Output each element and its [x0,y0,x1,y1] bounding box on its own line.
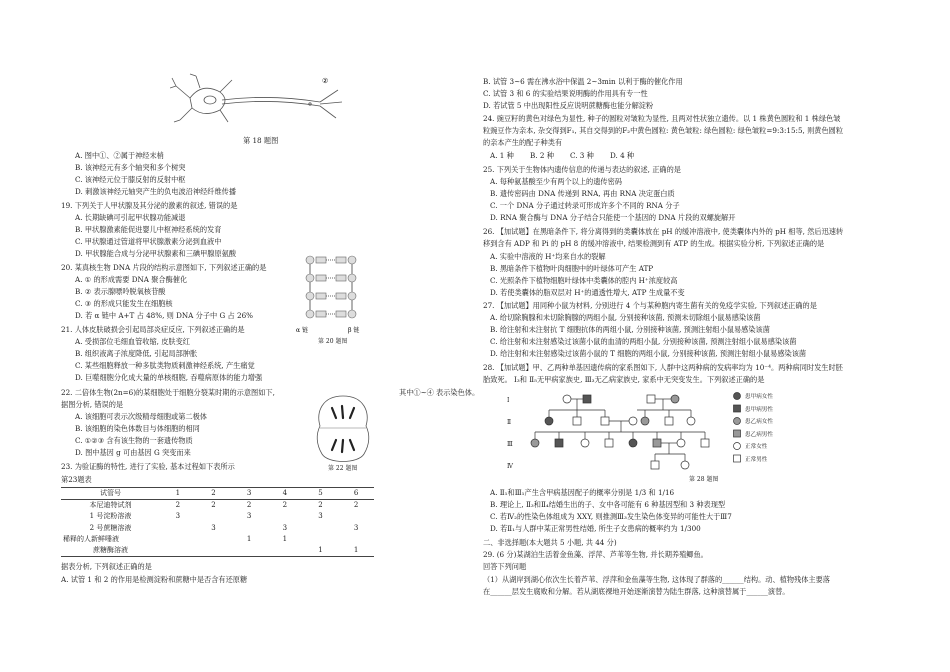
table-row [61,534,374,545]
q21-d: D. 巨噬细胞分化成大量的单核细胞, 吞噬病原体的能力增强 [75,373,263,382]
q23-cell [267,545,303,557]
q25-stem: 25. 下列关于生物体内遗传信息的传递与表达的叙述, 正确的是 [483,165,681,174]
q27-c: C. 给注射和未注射感染过该菌小鼠的血清的两组小鼠, 分别接种该菌, 预测注射组小鼠易感染该菌 [490,337,797,346]
q27-a: A. 给切除胸腺和未切除胸腺的两组小鼠, 分别接种该菌, 预测未切除组小鼠易感染该菌 [490,313,761,322]
q23-row-label: 稀释的人新鲜唾液 [63,534,119,543]
q29-sub: 回答下列问题 [483,562,527,571]
q23-row-label: 2 号蔗糖溶液 [89,523,132,532]
q23-cell [231,545,267,557]
q28-d: D. 若Ⅱ₁与人群中某正常男性结婚, 所生子女患病的概率约为 1/300 [490,524,701,533]
q23-cell: 3 [211,523,216,532]
legend-1: 患甲病女性 [745,394,773,400]
q24-opt-d: D. 4 种 [610,151,635,160]
q23-cell [338,511,374,522]
q20-d: D. 若 α 链中 A+T 占 48%, 则 DNA 分子中 G 占 26% [75,311,253,320]
q27-d: D. 给注射和未注射感染过该菌小鼠的 T 细胞的两组小鼠, 分别接种该菌, 预测注射组小鼠易感染该菌 [490,349,807,358]
table-row [61,511,374,522]
q23-cell: 1 [246,534,252,543]
q23-cell [196,511,232,522]
q23-cell: 2 [175,501,181,510]
q23-cell: 2 [211,501,216,510]
q23-header-cell: 5 [303,488,339,500]
q22-a: A. 该细胞可表示次级精母细胞或第二极体 [75,412,207,421]
q23-cell: 1 [303,545,339,557]
q23-cell [231,523,267,534]
q24-line2: 粒豌豆作为亲本, 杂交得到F₁, 其自交得到的F₂中黄色圆粒: 黄色皱粒: 绿色圆粒: 绿色皱粒=9:3:15:5, 则黄色圆粒 [483,126,844,135]
q23-cell: 2 [246,501,252,510]
q21-b: B. 组织液离子浓度降低, 引起局部肿胀 [75,349,198,358]
q22-c: C. ①②③ 含有该生物的一套遗传物质 [75,436,193,445]
q23-intro: 23. 为验证酶的特性, 进行了实验, 基本过程如下表所示 [61,462,235,471]
q19-stem: 19. 下列关于人甲状腺及其分泌的激素的叙述, 错误的是 [61,201,238,210]
q23-cell: 2 [353,501,359,510]
gen-label-2: Ⅱ [507,419,512,426]
legend-5: 正常女性 [745,444,768,450]
q23-header-cell: 2 [196,488,232,500]
table-row [61,523,374,534]
fig22-caption: 第 22 题图 [328,465,358,472]
q28-b: B. 理论上, Ⅱ₃和Ⅱ₄结婚生出的子、女中各可能有 6 种基因型和 3 种表现型 [490,500,726,509]
q23-a: A. 试管 1 和 2 的作用是检测淀粉和蔗糖中是否含有还原糖 [61,575,248,584]
cell-division-figure [312,394,374,466]
q19-c: C. 甲状腺通过管道将甲状腺激素分泌到血液中 [75,237,222,246]
q23-cell: 3 [175,512,181,521]
q26-line1: 26. 【加试题】在黑暗条件下, 将分离得到的类囊体放在 pH 的缓冲溶液中, 使类囊体内外的 pH 相等, 然后迅速转 [483,227,844,236]
q25-d: D. RNA 聚合酶与 DNA 分子结合只能使一个基因的 DNA 片段的双螺旋解开 [490,213,736,222]
gen-label-1: Ⅰ [507,397,510,404]
q24-opt-b: B. 2 种 [530,151,554,160]
q23-cell: 2 [318,501,323,510]
q23-row-label: 1 号淀粉溶液 [89,512,132,521]
q29-head: 29. (6 分)某湖泊生活着金鱼藻、浮萍、芦苇等生物, 并长期养殖鲫鱼。 [483,550,708,559]
q23-row-label: 蔗糖酶溶液 [61,545,160,557]
q23-cell [338,534,374,545]
q24-line3: 的亲本产生的配子种类有 [483,138,563,147]
legend-6: 正常男性 [745,457,768,463]
q23-cell: 1 [338,545,374,557]
table-row [61,545,374,557]
q22-b: B. 该细胞的染色体数目与体细胞的相同 [75,424,200,433]
fig20-beta: β 链 [348,327,360,334]
q23-table [61,487,374,557]
q28-line1: 28. 【加试题】甲、乙两种单基因遗传病的家系图如下, 人群中这两种病的发病率均为 10⁻⁴。两种病同时发生时胚 [483,363,843,372]
q19-b: B. 甲状腺激素能促进婴儿中枢神经系统的发育 [75,225,222,234]
table-row [61,500,374,512]
dna-figure [296,250,366,336]
q23-cell: 1 [282,534,288,543]
part2-title: 二、非选择题(本大题共 5 小题, 共 44 分) [483,538,617,547]
q25-c: C. 一个 DNA 分子通过转录可形成许多个不同的 RNA 分子 [490,201,680,210]
pedigree-figure [505,388,805,480]
q23-header-cell: 6 [338,488,374,500]
q23-cell [160,545,196,557]
q28-line2: 胎致死。 Ⅰ₃和 Ⅱ₅无甲病家族史, Ⅲ₃无乙病家族史, 家系中无突变发生。下列叙述正确的是 [483,375,765,384]
pedigree-caption: 第 28 题图 [689,476,719,483]
q23-cell: 3 [246,512,252,521]
q23-cell: 3 [353,523,359,532]
q27-b: B. 给注射和未注射抗 T 细胞抗体的两组小鼠, 分别接种该菌, 预测注射组小鼠易感染该菌 [490,325,770,334]
q26-line2: 移到含有 ADP 和 Pi 的 pH 8 的缓冲溶液中, 结果检测到有 ATP 的生成。根据实验分析, 下列叙述正确的是 [483,239,825,248]
q29-line1: （1）从湖岸到湖心依次生长着芦苇、浮萍和金鱼藻等生物, 这体现了群落的______结构。动、植物残体主要落 [483,575,830,584]
q18-d: D. 刺激该神经元轴突产生的负电波沿神经纤维传播 [75,187,237,196]
q27-stem: 27. 【加试题】用同种小鼠为材料, 分别进行 4 个与某种胞内寄生菌有关的免疫学实验, 下列叙述正确的是 [483,301,817,310]
q23-cell [160,523,196,534]
q23-header-cell: 试管号 [61,488,160,500]
gen-label-4: Ⅳ [507,463,513,470]
q18-a: A. 图中①、②属于神经末梢 [75,151,164,160]
q21-a: A. 受损部位毛细血管收缩, 皮肤变红 [75,337,190,346]
q21-c: C. 某些细胞释放一种多肽类物质刺激神经系统, 产生痛觉 [75,361,255,370]
fig20-alpha: α 链 [296,327,308,334]
q26-a: A. 实验中溶液的 H⁺均来自水的裂解 [490,252,606,261]
q24-opt-c: C. 3 种 [570,151,594,160]
q23-table-title: 第23题表 [61,475,92,484]
fig18-label: ② [322,77,329,85]
q23-cell: 3 [282,523,288,532]
q19-a: A. 长期缺碘可引起甲状腺功能减退 [75,213,186,222]
legend-2: 患甲病男性 [745,407,773,413]
q23-cell [160,534,196,545]
q20-c: C. ③ 的形成只能发生在细胞核 [75,299,173,308]
q23-cell [303,534,339,545]
q23-cell [267,511,303,522]
q28-a: A. Ⅱ₁和Ⅲ₁产生含甲病基因配子的概率分别是 1/3 和 1/16 [490,488,675,497]
gen-label-3: Ⅲ [507,441,513,448]
legend-4: 患乙病男性 [745,432,773,438]
q26-b: B. 黑暗条件下植物叶肉细胞中的叶绿体可产生 ATP [490,264,654,273]
q23-after-stem: 据表分析, 下列叙述正确的是 [61,562,152,571]
legend-3: 患乙病女性 [745,419,773,425]
q22-stem: 22. 二倍体生物(2n=6)的某细胞处于细胞分裂某时期的示意图如下, [61,388,275,397]
q23-header-cell: 3 [231,488,267,500]
q23-table-header-row [61,488,374,500]
q23-b: B. 试管 3~6 需在沸水浴中保温 2~3min 以利于酶的催化作用 [483,77,683,86]
q22-d: D. 图中基因 g 可由基因 G 突变而来 [75,448,191,457]
q26-d: D. 若使类囊体的脂双层对 H⁺的通透性增大, ATP 生成量不变 [490,288,685,297]
q20-b: B. ② 表示腺嘌呤脱氧核苷酸 [75,287,166,296]
q23-cell [196,534,232,545]
q28-c: C. 若Ⅳ₂的性染色体组成为 XXY, 则推测Ⅲ₃发生染色体变异的可能性大于Ⅲ7 [490,512,732,521]
q23-row-label: 本尼迪特试剂 [89,501,132,510]
q23-d: D. 若试管 5 中出现阳性反应说明蔗糖酶也能分解淀粉 [483,101,654,110]
q23-c: C. 试管 3 和 6 的实验结果说明酶的作用具有专一性 [483,89,648,98]
q21-stem: 21. 人体皮肤破损会引起局部炎症反应, 下列叙述正确的是 [61,325,245,334]
fig20-caption: 第 20 题图 [318,338,348,345]
q20-stem: 20. 某真核生物 DNA 片段的结构示意图如下, 下列叙述正确的是 [61,263,267,272]
q23-cell: 2 [282,501,288,510]
neuron-figure [170,72,350,128]
q23-cell [303,523,339,534]
q23-header-cell: 4 [267,488,303,500]
q22-stem2: 据图分析, 错误的是 [61,400,124,409]
q22-tail: 其中①~④ 表示染色体。 [399,388,480,397]
q20-a: A. ① 的形成需要 DNA 聚合酶催化 [75,275,188,284]
q19-d: D. 甲状腺能合成与分泌甲状腺素和三碘甲腺原氨酸 [75,249,237,258]
q18-c: C. 该神经元位于膝反射的反射中枢 [75,175,186,184]
fig18-caption: 第 18 题图 [243,136,279,145]
q26-c: C. 光照条件下植物细胞叶绿体中类囊体的腔内 H⁺浓度较高 [490,276,678,285]
q23-cell: 3 [318,512,323,521]
q23-cell [196,545,232,557]
q25-a: A. 每种氨基酸至少有两个以上的遗传密码 [490,177,622,186]
q24-opt-a: A. 1 种 [490,151,514,160]
q23-header-cell: 1 [160,488,196,500]
q29-line2: 在______层发生腐败和分解。若从湖底裸地开始逐渐演替为陆生群落, 这种演替属于______演替。 [483,587,790,596]
q24-line1: 24. 豌豆籽的黄色对绿色为显性, 种子的圆粒对皱粒为显性, 且两对性状独立遗传。以 1 株黄色圆粒和 1 株绿色皱 [483,114,841,123]
q25-b: B. 遗传密码由 DNA 传递到 RNA, 再由 RNA 决定蛋白质 [490,189,675,198]
q18-b: B. 该神经元有多个轴突和多个树突 [75,163,186,172]
